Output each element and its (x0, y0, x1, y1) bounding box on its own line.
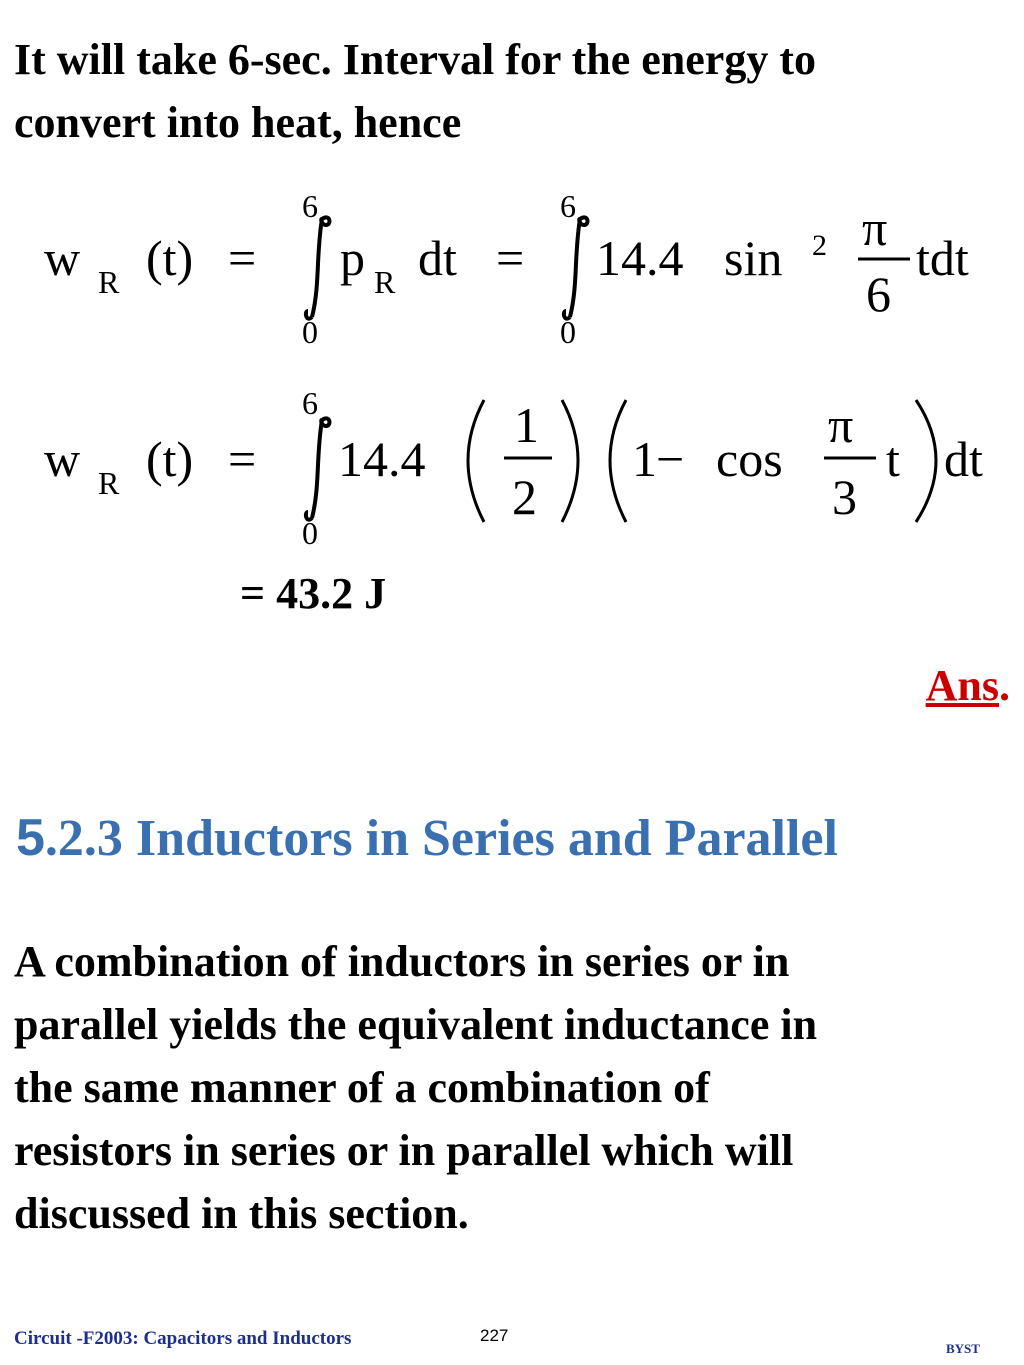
intro-line-1: It will take 6-sec. Interval for the energy to (14, 35, 816, 84)
eq2-int-lower: 0 (302, 515, 318, 551)
footer-course-title: Circuit -F2003: Capacitors and Inductors (14, 1328, 352, 1349)
eq1-sin-power: 2 (812, 229, 827, 262)
eq1-int1-lower: 0 (302, 314, 318, 350)
body-line-2: parallel yields the equivalent inductance in (14, 1000, 818, 1049)
energy-integral-equation-1 (0, 185, 1024, 355)
body-line-1: A combination of inductors in series or in (14, 937, 790, 986)
footer-author-tag: BYST (946, 1341, 980, 1356)
intro-line-2: convert into heat, hence (14, 98, 462, 147)
body-paragraph (14, 930, 1014, 1245)
eq2-left-paren-2 (610, 400, 626, 522)
eq1-equals-1: = (228, 230, 257, 286)
eq1-tail: tdt (916, 230, 969, 286)
eq2-equals: = (228, 431, 257, 487)
eq2-lhs-sub: R (98, 465, 120, 501)
eq1-lhs-w: w (44, 230, 81, 286)
intro-paragraph (14, 28, 1014, 154)
eq1-lhs-sub: R (98, 264, 120, 300)
eq2-lhs-arg: (t) (146, 431, 194, 487)
eq1-equals-2: = (496, 230, 525, 286)
answer-label (926, 660, 1010, 711)
eq2-lhs-w: w (44, 431, 81, 487)
eq1-integrand-dt: dt (418, 230, 457, 286)
eq2-pi-numerator: π (828, 397, 854, 453)
eq1-int2-lower: 0 (560, 314, 576, 350)
eq1-integral-sign-1 (306, 217, 330, 318)
eq1-coefficient: 14.4 (596, 230, 684, 286)
eq1-integrand-sub: R (374, 264, 396, 300)
body-line-4: resistors in series or in parallel which will (14, 1126, 794, 1175)
answer-word: Ans (925, 661, 999, 710)
result-value: = 43.2 J (240, 569, 387, 618)
eq1-integrand-p: p (340, 230, 365, 286)
eq2-pi-denominator: 3 (832, 469, 857, 525)
eq2-cos: cos (716, 431, 783, 487)
eq2-minus: − (656, 431, 685, 487)
section-heading (16, 808, 838, 868)
eq2-half-denominator: 2 (512, 469, 537, 525)
eq1-lhs-arg: (t) (146, 230, 194, 286)
body-line-3: the same manner of a combination of (14, 1063, 710, 1112)
eq1-frac-numerator: π (862, 200, 888, 256)
eq1-int2-upper: 6 (560, 188, 576, 224)
footer-page-number: 227 (480, 1326, 509, 1345)
eq1-integral-sign-2 (564, 217, 588, 318)
eq1-frac-denominator: 6 (866, 266, 891, 322)
eq2-one: 1 (632, 431, 657, 487)
eq2-int-upper: 6 (302, 385, 318, 421)
eq2-left-paren-1 (468, 400, 484, 522)
eq2-dt: dt (944, 431, 983, 487)
eq2-right-paren-2 (916, 400, 936, 522)
section-heading-lead: 5 (16, 809, 45, 867)
eq1-int1-upper: 6 (302, 188, 318, 224)
eq2-t: t (886, 431, 900, 487)
eq2-coefficient: 14.4 (338, 431, 426, 487)
body-line-5: discussed in this section. (14, 1189, 469, 1238)
section-heading-rest: .2.3 Inductors in Series and Parallel (44, 810, 838, 867)
answer-period: . (999, 661, 1010, 710)
eq2-integral-sign (306, 418, 330, 519)
energy-integral-equation-2 (0, 380, 1024, 550)
eq2-half-numerator: 1 (514, 397, 539, 453)
eq2-right-paren-1 (562, 400, 578, 522)
eq1-sin: sin (724, 230, 783, 286)
